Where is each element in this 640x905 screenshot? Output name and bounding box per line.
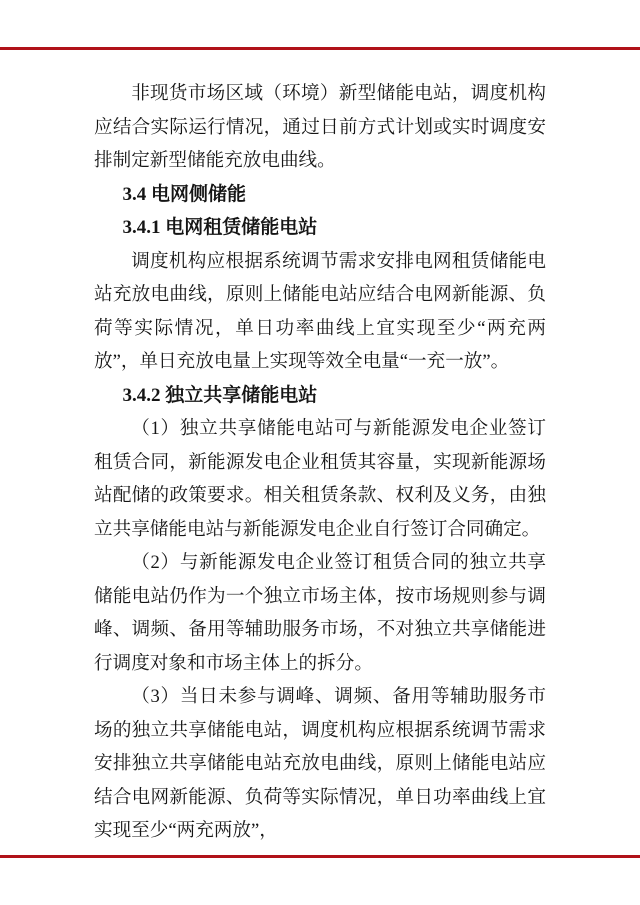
paragraph-intro: 非现货市场区域（环境）新型储能电站，调度机构应结合实际运行情况，通过日前方式计划或实时调度安排制定新型储能充放电曲线。	[94, 83, 546, 171]
paragraph-3-4-2-item-3: （3）当日未参与调峰、调频、备用等辅助服务市场的独立共享储能电站，调度机构应根据系统调节需求安排独立共享储能电站充放电曲线，原则上储能电站应结合电网新能源、负荷等实际情况，单日功率曲线上宜实现至少“两充两放”，	[94, 686, 546, 841]
paragraph-3-4-2-item-2: （2）与新能源发电企业签订租赁合同的独立共享储能电站仍作为一个独立市场主体，按市场规则参与调峰、调频、备用等辅助服务市场，不对独立共享储能进行调度对象和市场主体上的拆分。	[94, 552, 546, 674]
paragraph-3-4-1: 调度机构应根据系统调节需求安排电网租赁储能电站充放电曲线，原则上储能电站应结合电网新能源、负荷等实际情况，单日功率曲线上宜实现至少“两充两放”，单日充放电量上实现等效全电量“一充一放”。	[94, 250, 546, 372]
section-heading-3-4: 3.4 电网侧储能	[122, 183, 247, 205]
paragraph-3-4-2-item-1: （1）独立共享储能电站可与新能源发电企业签订租赁合同，新能源发电企业租赁其容量，实现新能源场站配储的政策要求。相关租赁条款、权利及义务，由独立共享储能电站与新能源发电企业自行签订合同确定。	[94, 418, 546, 540]
section-heading-3-4-1: 3.4.1 电网租赁储能电站	[122, 217, 318, 238]
section-heading-3-4-2: 3.4.2 独立共享储能电站	[122, 384, 318, 406]
page-bottom-rule	[0, 855, 640, 858]
page-top-rule	[0, 47, 640, 50]
document-body	[94, 77, 546, 848]
